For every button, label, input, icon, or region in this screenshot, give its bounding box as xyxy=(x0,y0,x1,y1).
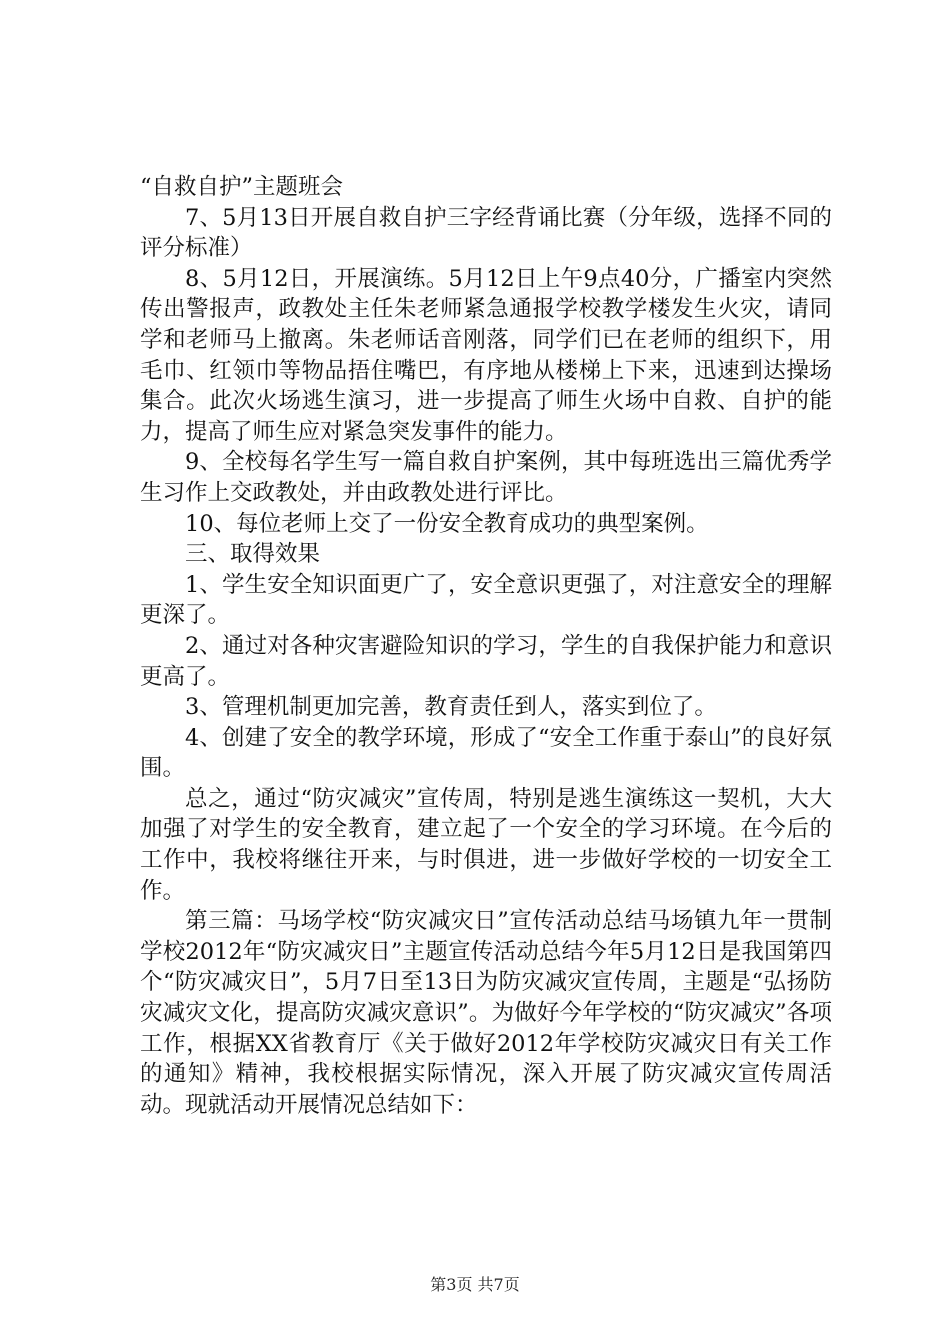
document-body xyxy=(140,172,832,1120)
paragraph-5: 10、每位老师上交了一份安全教育成功的典型案例。 xyxy=(185,510,709,537)
paragraph-10: 4、创建了安全的教学环境，形成了“安全工作重于泰山”的良好氛围。 xyxy=(140,724,832,782)
paragraph-8: 2、通过对各种灾害避险知识的学习，学生的自我保护能力和意识更高了。 xyxy=(140,632,832,690)
paragraph-11: 总之，通过“防灾减灾”宣传周，特别是逃生演练这一契机，大大加强了对学生的安全教育，建立起了一个安全的学习环境。在今后的工作中，我校将继往开来，与时俱进，进一步做好学校的一切安全工作。 xyxy=(140,785,832,904)
paragraph-9: 3、管理机制更加完善，教育责任到人，落实到位了。 xyxy=(185,694,717,721)
paragraph-7: 1、学生安全知识面更广了，安全意识更强了，对注意安全的理解更深了。 xyxy=(140,571,832,629)
page-footer: 第3页 共7页 xyxy=(430,1275,520,1294)
paragraph-2: 7、5月13日开展自救自护三字经背诵比赛（分年级，选择不同的评分标准） xyxy=(140,204,832,262)
paragraph-1: “自救自护”主题班会 xyxy=(140,174,344,200)
section-heading: 三、取得效果 xyxy=(185,541,321,568)
paragraph-3: 8、5月12日，开展演练。5月12日上午9点40分，广播室内突然传出警报声，政教处主任朱老师紧急通报学校教学楼发生火灾，请同学和老师马上撤离。朱老师话音刚落，同学们已在老师的组织下，用毛巾、红领巾等物品捂住嘴巴，有序地从楼梯上下来，迅速到达操场集合。此次火场逃生演习，进一步提高了师生火场中自救、自护的能力，提高了师生应对紧急突发事件的能力。 xyxy=(140,265,832,445)
paragraph-12: 第三篇：马场学校“防灾减灾日”宣传活动总结马场镇九年一贯制学校2012年“防灾减灾日”主题宣传活动总结今年5月12日是我国第四个“防灾减灾日”，5月7日至13日为防灾减灾宣传周，主题是“弘扬防灾减灾文化，提高防灾减灾意识”。为做好今年学校的“防灾减灾”各项工作，根据XX省教育厅《关于做好2012年学校防灾减灾日有关工作的通知》精神，我校根据实际情况，深入开展了防灾减灾宣传周活动。现就活动开展情况总结如下： xyxy=(140,908,832,1118)
paragraph-4: 9、全校每名学生写一篇自救自护案例，其中每班选出三篇优秀学生习作上交政教处，并由政教处进行评比。 xyxy=(140,449,832,506)
